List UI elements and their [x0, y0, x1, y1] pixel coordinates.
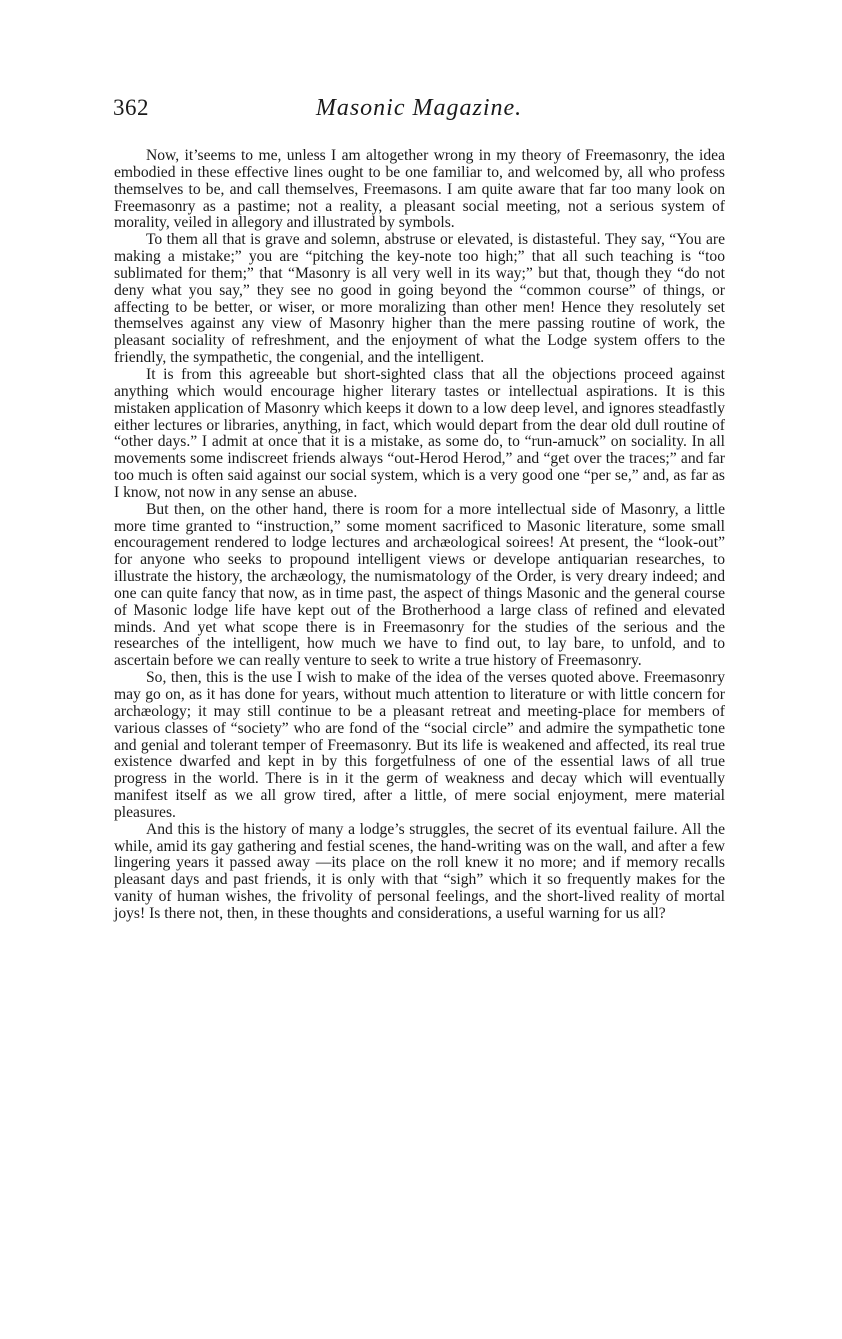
page-number: 362 [113, 95, 149, 120]
running-title: Masonic Magazine. [315, 95, 523, 121]
page-header [113, 95, 725, 129]
paragraph-3: It is from this agreeable but short-sighted class that all the objections proceed against anything which would encourage higher literary tastes or intellectual aspirations. It is this mistaken application of Masonry which keeps it down to a low deep level, and ignores steadfastly either lectures or libraries, anything, in fact, which would depart from the dear old dull routine of “other days.” I admit at once that it is a mistake, as some do, to “run-amuck” on sociality. In all movements some indiscreet friends always “out-Herod Herod,” and “get over the traces;” and far too much is often said against our social system, which is a very good one “per se,” and, as far as I know, not now in any sense an abuse. [114, 365, 725, 501]
paragraph-1: Now, it’seems to me, unless I am altogether wrong in my theory of Freemasonry, the idea embodied in these effective lines ought to be one familiar to, and welcomed by, all who profess themselves to be, and call themselves, Freemasons. I am quite aware that far too many look on Freemasonry as a pastime; not a reality, a pleasant social meeting, not a serious system of morality, veiled in allegory and illustrated by symbols. [114, 147, 725, 232]
article-body [114, 148, 725, 923]
paragraph-4: But then, on the other hand, there is room for a more intellectual side of Masonry, a little more time granted to “instruction,” some moment sacrificed to Masonic literature, some small encouragement rendered to lodge lectures and archæological soirees! At present, the “look-out” for anyone who seeks to propound intelligent views or develope antiquarian researches, to illustrate the history, the archæology, the numismatology of the Order, is very dreary indeed; and one can quite fancy that now, as in time past, the aspect of things Masonic and the general course of Masonic lodge life have kept out of the Brotherhood a large class of refined and elevated minds. And yet what scope there is in Freemasonry for the studies of the serious and the researches of the intelligent, how much we have to find out, to lay bare, to unfold, and to ascertain before we can really venture to seek to write a true history of Freemasonry. [114, 500, 725, 670]
paragraph-6: And this is the history of many a lodge’s struggles, the secret of its eventual failure. All the while, amid its gay gathering and festial scenes, the hand-writing was on the wall, and after a few lingering years it passed away —its place on the roll knew it no more; and if memory recalls pleasant days and past friends, it is only with that “sigh” which it so frequently makes for the vanity of human wishes, the frivolity of personal feelings, and the short-lived reality of mortal joys! Is there not, then, in these thoughts and considerations, a useful warning for us all? [114, 820, 725, 922]
paragraph-2: To them all that is grave and solemn, abstruse or elevated, is distasteful. They say, “You are making a mistake;” you are “pitching the key-note too high;” that all such teaching is “too sublimated for them;” that “Masonry is all very well in its way;” but that, though they “do not deny what you say,” they see no good in going beyond the “common course” of things, or affecting to be better, or wiser, or more moralizing than other men! Hence they resolutely set themselves against any view of Masonry higher than the mere passing routine of work, the pleasant sociality of refreshment, and the enjoyment of what the Lodge system offers to the friendly, the sympathetic, the congenial, and the intelligent. [114, 231, 725, 367]
paragraph-5: So, then, this is the use I wish to make of the idea of the verses quoted above. Freemasonry may go on, as it has done for years, without much attention to literature or with little concern for archæology; it may still continue to be a pleasant retreat and meeting-place for members of various classes of “society” who are fond of the “social circle” and admire the sympathetic tone and genial and tolerant temper of Freemasonry. But its life is weakened and affected, its real true existence dwarfed and kept in by this forgetfulness of one of the essential laws of all true progress in the world. There is in it the germ of weakness and decay which will eventually manifest itself as we all grow tired, after a little, of mere social enjoyment, mere material pleasures. [114, 669, 725, 821]
